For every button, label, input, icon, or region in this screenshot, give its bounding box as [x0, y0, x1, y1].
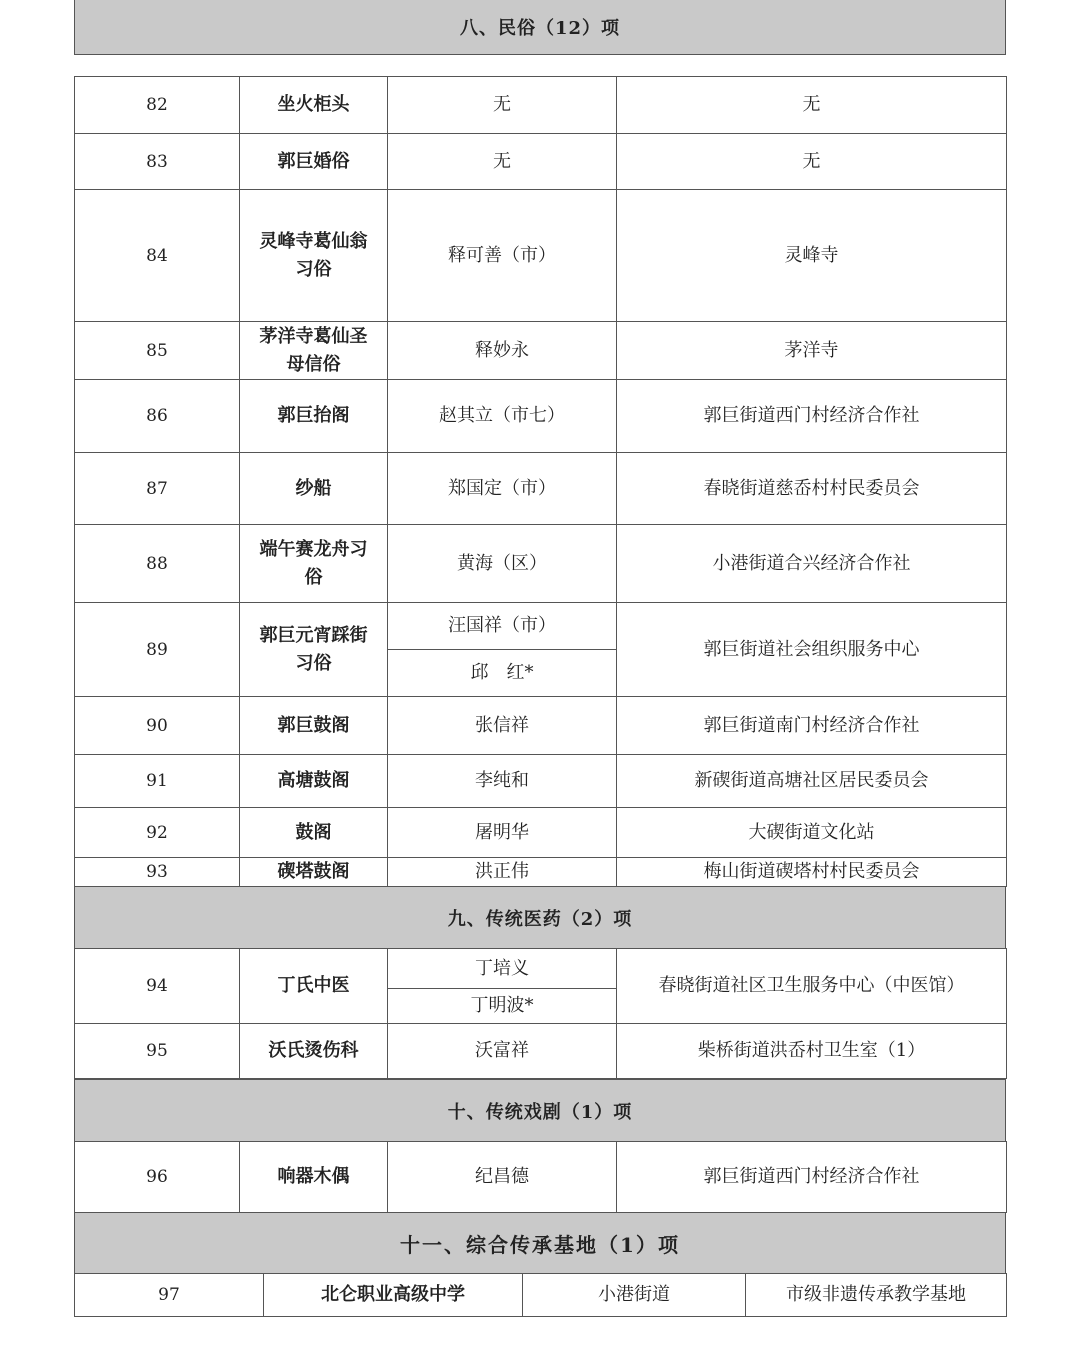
protection-unit: 灵峰寺: [617, 190, 1007, 322]
medicine-table: [74, 948, 1007, 1079]
section-header-drama: [74, 1079, 1006, 1142]
section-header-medicine: [74, 886, 1006, 949]
inheritor-secondary: 丁明波*: [388, 989, 617, 1024]
project-name: 丁氏中医: [240, 949, 388, 1024]
table-row: [75, 322, 1007, 380]
inheritor-secondary: 邱 红*: [388, 650, 617, 697]
protection-unit: 郭巨街道南门村经济合作社: [617, 697, 1007, 755]
section-header-base: [74, 1212, 1006, 1274]
project-name: [240, 603, 388, 697]
project-name: 北仑职业高级中学: [264, 1274, 523, 1317]
protection-unit: 柴桥街道洪岙村卫生室（1）: [617, 1024, 1007, 1079]
table-row: [75, 1024, 1007, 1079]
row-number: 92: [75, 808, 240, 858]
inheritor: 赵其立（市七）: [388, 380, 617, 453]
project-name-text: 灵峰寺葛仙翁习俗: [259, 230, 368, 280]
folk-table: [74, 76, 1007, 887]
inheritor: 释可善（市）: [388, 190, 617, 322]
row-number: 89: [75, 603, 240, 697]
protection-unit: 大碶街道文化站: [617, 808, 1007, 858]
table-row: [75, 603, 1007, 650]
project-name: 鼓阁: [240, 808, 388, 858]
row-number: 96: [75, 1142, 240, 1213]
inheritor: 黄海（区）: [388, 525, 617, 603]
base-type: 市级非遗传承教学基地: [746, 1274, 1007, 1317]
table-row: [75, 808, 1007, 858]
protection-unit: 郭巨街道西门村经济合作社: [617, 380, 1007, 453]
row-number: 84: [75, 190, 240, 322]
protection-unit: 春晓街道慈岙村村民委员会: [617, 453, 1007, 525]
table-row: [75, 949, 1007, 989]
section-header-folk: [74, 0, 1006, 55]
project-name-text: 郭巨元宵踩街习俗: [259, 624, 368, 674]
section-title: 十、传统戏剧（1）项: [447, 1101, 633, 1123]
row-number: 91: [75, 755, 240, 808]
inheritor: 纪昌德: [388, 1142, 617, 1213]
section-title: 九、传统医药（2）项: [447, 908, 633, 930]
row-number: 86: [75, 380, 240, 453]
project-name: 高塘鼓阁: [240, 755, 388, 808]
location: 小港街道: [523, 1274, 746, 1317]
project-name: 响器木偶: [240, 1142, 388, 1213]
project-name: 沃氏烫伤科: [240, 1024, 388, 1079]
row-number: 87: [75, 453, 240, 525]
inheritor: 沃富祥: [388, 1024, 617, 1079]
table-row: [75, 134, 1007, 190]
protection-unit: 小港街道合兴经济合作社: [617, 525, 1007, 603]
table-row: [75, 1142, 1007, 1213]
table-row: [75, 453, 1007, 525]
table-row: [75, 1274, 1007, 1317]
inheritor: 郑国定（市）: [388, 453, 617, 525]
inheritor: 屠明华: [388, 808, 617, 858]
table-row: [75, 525, 1007, 603]
inheritor: 张信祥: [388, 697, 617, 755]
protection-unit: 无: [617, 77, 1007, 134]
table-row: [75, 77, 1007, 134]
inheritor: 丁培义: [388, 949, 617, 989]
project-name: 郭巨鼓阁: [240, 697, 388, 755]
row-number: 82: [75, 77, 240, 134]
inheritor: 无: [388, 77, 617, 134]
project-name: 郭巨抬阁: [240, 380, 388, 453]
project-name: 碶塔鼓阁: [240, 858, 388, 887]
row-number: 83: [75, 134, 240, 190]
protection-unit: 郭巨街道社会组织服务中心: [617, 603, 1007, 697]
row-number: 88: [75, 525, 240, 603]
drama-table: [74, 1141, 1007, 1213]
row-number: 93: [75, 858, 240, 887]
inheritor: 释妙永: [388, 322, 617, 380]
inheritor: 无: [388, 134, 617, 190]
project-name: 郭巨婚俗: [240, 134, 388, 190]
protection-unit: 无: [617, 134, 1007, 190]
project-name-text: 茅洋寺葛仙圣母信俗: [259, 325, 368, 375]
project-name: 坐火柜头: [240, 77, 388, 134]
protection-unit: 新碶街道高塘社区居民委员会: [617, 755, 1007, 808]
section-title: 十一、综合传承基地（1）项: [400, 1232, 680, 1257]
project-name: [240, 322, 388, 380]
row-number: 85: [75, 322, 240, 380]
table-row: [75, 858, 1007, 887]
row-number: 97: [75, 1274, 264, 1317]
project-name: 纱船: [240, 453, 388, 525]
table-row: [75, 697, 1007, 755]
table-row: [75, 755, 1007, 808]
protection-unit: 梅山街道碶塔村村民委员会: [617, 858, 1007, 887]
protection-unit: 春晓街道社区卫生服务中心（中医馆）: [617, 949, 1007, 1024]
project-name-text: 端午赛龙舟习俗: [259, 538, 368, 588]
inheritor: 汪国祥（市）: [388, 603, 617, 650]
protection-unit: 茅洋寺: [617, 322, 1007, 380]
table-row: [75, 380, 1007, 453]
protection-unit: 郭巨街道西门村经济合作社: [617, 1142, 1007, 1213]
row-number: 95: [75, 1024, 240, 1079]
inheritor: 李纯和: [388, 755, 617, 808]
row-number: 94: [75, 949, 240, 1024]
row-number: 90: [75, 697, 240, 755]
project-name: [240, 190, 388, 322]
base-table: [74, 1273, 1007, 1317]
project-name: [240, 525, 388, 603]
inheritor: 洪正伟: [388, 858, 617, 887]
table-row: [75, 190, 1007, 322]
section-title: 八、民俗（12）项: [459, 17, 621, 39]
